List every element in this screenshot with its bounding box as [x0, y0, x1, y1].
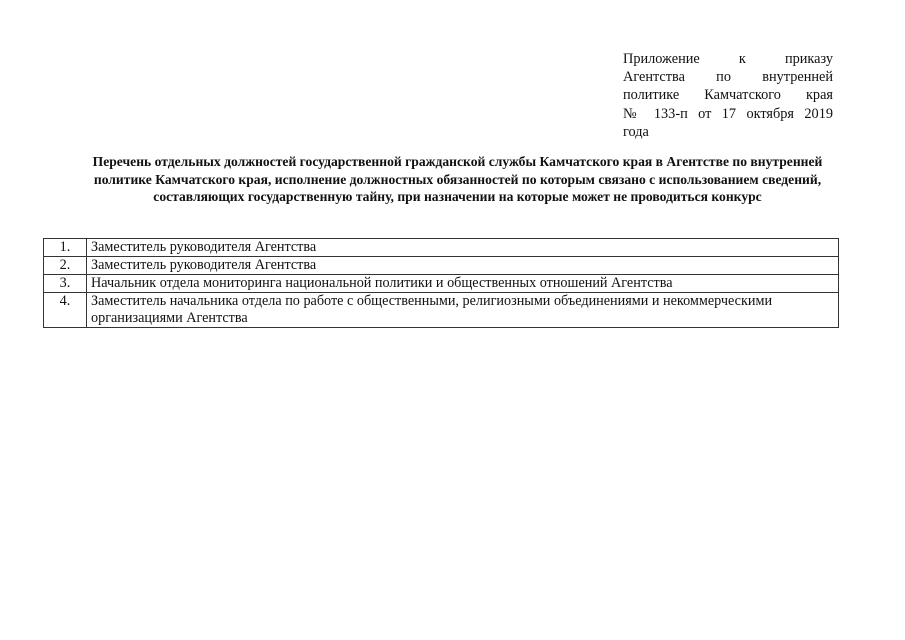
- position-name: Заместитель руководителя Агентства: [87, 257, 839, 275]
- positions-table: [43, 238, 839, 328]
- document-title: Перечень отдельных должностей государственной гражданской службы Камчатского края в Агентстве по внутренней политике Камчатского края, исполнение должностных обязанностей по которым связано с использованием сведений, составляющих государственную тайну, при назначении на которые может не проводиться конкурс: [92, 154, 823, 204]
- row-number: 4.: [44, 293, 87, 328]
- appendix-line: № 133-п от 17 октября 2019: [623, 105, 833, 122]
- appendix-line: Агентства по внутренней: [623, 69, 833, 86]
- table-row: [44, 239, 839, 257]
- table-row: [44, 257, 839, 275]
- appendix-note: [623, 50, 833, 141]
- appendix-line: Приложение к приказу: [623, 51, 833, 67]
- table-row: [44, 293, 839, 328]
- appendix-line: года: [623, 123, 649, 140]
- appendix-line: политике Камчатского края: [623, 87, 833, 104]
- row-number: 1.: [44, 239, 87, 257]
- position-name: Заместитель руководителя Агентства: [87, 239, 839, 257]
- position-name: Начальник отдела мониторинга национальной политики и общественных отношений Агентства: [87, 275, 839, 293]
- row-number: 3.: [44, 275, 87, 293]
- row-number: 2.: [44, 257, 87, 275]
- table-row: [44, 275, 839, 293]
- position-name: Заместитель начальника отдела по работе с общественными, религиозными объединениями и некоммерческими организациями Агентства: [87, 293, 839, 328]
